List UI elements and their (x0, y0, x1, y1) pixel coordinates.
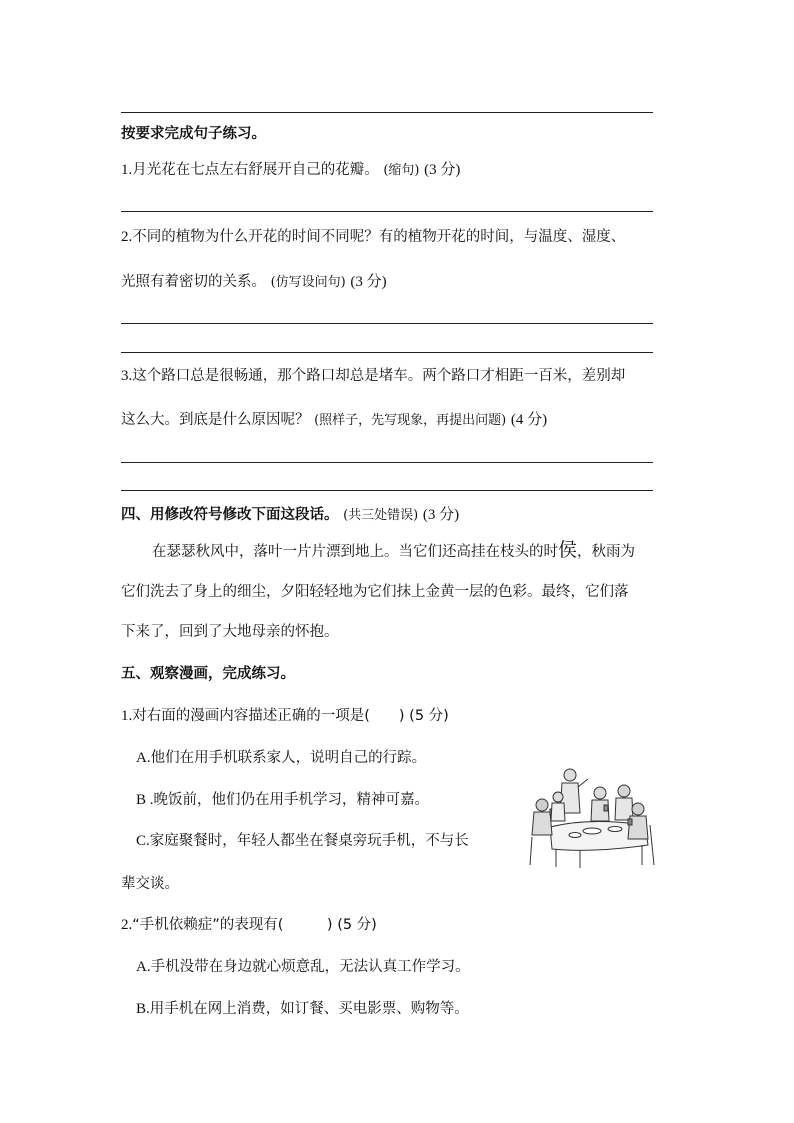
question-note: (照样子，先写现象，再提出问题) (314, 413, 507, 428)
option-c-continued: 辈交谈。 (121, 876, 179, 892)
paragraph-line-1: 在瑟瑟秋风中，落叶一片片漂到地上。当它们还高挂在枝头的时侯，秋雨为 (152, 539, 636, 561)
section-heading: 按要求完成句子练习。 (121, 126, 266, 142)
answer-line[interactable] (121, 323, 653, 324)
answer-line (121, 112, 653, 113)
answer-line[interactable] (121, 211, 653, 212)
question-score: (3 分) (350, 274, 387, 290)
answer-line[interactable] (121, 490, 653, 491)
section-score: (3 分) (422, 507, 460, 523)
question-5-2: 2.“手机依赖症”的表现有( ) (5 分) (121, 917, 377, 933)
answer-line[interactable] (121, 462, 653, 463)
option-a[interactable]: A.手机没带在身边就心烦意乱，无法认真工作学习。 (136, 959, 470, 975)
section-heading: 五、观察漫画，完成练习。 (121, 666, 295, 682)
question-note: (缩句) (383, 163, 420, 178)
question-3-line-2: 这么大。到底是什么原因呢？ (照样子，先写现象，再提出问题) (4 分) (121, 412, 548, 428)
question-5-1: 1.对右面的漫画内容描述正确的一项是( ) (5 分) (121, 708, 449, 724)
option-a[interactable]: A.他们在用手机联系家人，说明自己的行踪。 (136, 750, 427, 766)
section-heading: 四、用修改符号修改下面这段话。 (121, 507, 339, 523)
question-note: (仿写设问句) (270, 275, 346, 290)
question-2-line-1: 2.不同的植物为什么开花的时间不同呢？有的植物开花的时间，与温度、湿度、 (121, 229, 626, 245)
paragraph-line-2: 它们洗去了身上的细尘，夕阳轻轻地为它们抹上金黄一层的色彩。最终，它们落 (121, 584, 629, 600)
question-text: 月光花在七点左右舒展开自己的花瓣。 (132, 162, 379, 178)
question-score: (4 分) (510, 412, 548, 428)
question-2-line-2: 光照有着密切的关系。 (仿写设问句) (3 分) (121, 274, 387, 290)
option-c[interactable]: C.家庭聚餐时，年轻人都坐在餐桌旁玩手机，不与长 (136, 833, 469, 849)
answer-line[interactable] (121, 352, 653, 353)
question-score: (3 分) (424, 162, 461, 178)
section-4-heading-row (121, 505, 459, 526)
question-3-line-1: 3.这个路口总是很畅通，那个路口却总是堵车。两个路口才相距一百米，差别却 (121, 368, 626, 384)
option-b[interactable]: B .晚饭前，他们仍在用手机学习，精神可嘉。 (136, 792, 430, 808)
paragraph-line-3: 下来了，回到了大地母亲的怀抱。 (121, 624, 339, 640)
error-character[interactable]: 侯 (558, 539, 578, 561)
section-note: (共三处错误) (343, 508, 419, 523)
family-dinner-phones-illustration (520, 765, 660, 870)
option-b[interactable]: B.用手机在网上消费，如订餐、买电影票、购物等。 (136, 1001, 469, 1017)
question-1: 1.月光花在七点左右舒展开自己的花瓣。 (缩句) (3 分) (121, 162, 461, 178)
